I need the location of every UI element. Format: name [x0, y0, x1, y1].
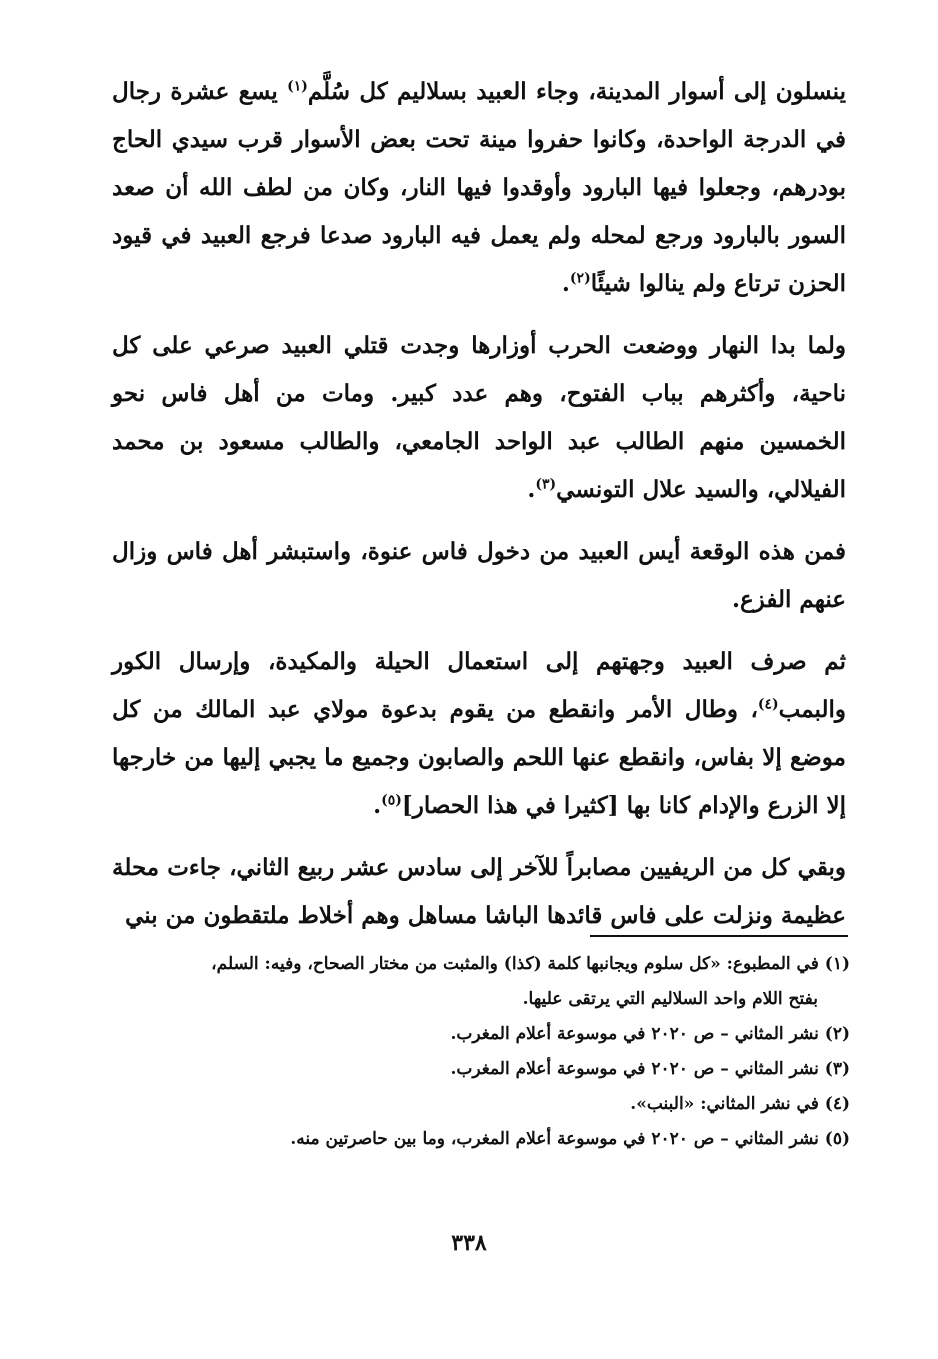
paragraph-text: . — [527, 476, 536, 503]
paragraph — [112, 528, 846, 624]
paragraph — [112, 322, 846, 514]
footnote-marker: (١) — [287, 78, 308, 95]
main-text — [112, 68, 846, 954]
paragraph-text: ينسلون إلى أسوار المدينة، وجاء العبيد بسلاليم كل سُلَّم — [307, 78, 846, 105]
paragraph — [112, 68, 846, 308]
footnote-separator — [590, 935, 848, 937]
footnote-marker: (٥) — [381, 792, 402, 809]
page-number: ٣٣٨ — [451, 1230, 487, 1256]
footnote-marker: (٣) — [535, 476, 557, 493]
paragraph-text: وبقي كل من الريفيين مصابراً للآخر إلى سادس عشر ربيع الثاني، جاءت محلة عظيمة ونزلت على فاس قائدها الباشا مساهل وهم أخلاط ملتقطون من بني — [112, 854, 846, 929]
footnote-marker: (٢) — [569, 270, 591, 287]
paragraph-text: يسع عشرة رجال في الدرجة الواحدة، وكانوا حفروا مينة تحت بعض الأسوار قرب سيدي الحاج بودرهم، وجعلوا فيها البارود وأوقدوا فيها النار، وكان من لطف الله أن صعد السور بالبارود ورجع لمحله ولم يعمل فيه البارود صدعا فرجع العبيد في قيود الحزن ترتاع ولم ينالوا شيئًا — [112, 78, 846, 297]
footnote-line: (١) في المطبوع: «كل سلوم ويجانبها كلمة (كذا) والمثبت من مختار الصحاح، وفيه: السلم، — [211, 954, 850, 974]
footnotes — [150, 947, 850, 1157]
paragraph-text: ثم صرف العبيد وجهتهم إلى استعمال الحيلة والمكيدة، وإرسال الكور والبمب — [112, 648, 846, 723]
paragraph-text: . — [561, 270, 570, 297]
footnote-line: (٢) نشر المثاني – ص ٢٠٢٠ في موسوعة أعلام المغرب. — [450, 1024, 850, 1044]
footnote-marker: (٤) — [757, 696, 779, 713]
paragraph — [112, 638, 846, 830]
footnote-line: (٤) في نشر المثاني: «البنب». — [630, 1094, 850, 1114]
footnote-line: بفتح اللام واحد السلاليم التي يرتقى عليها. — [522, 989, 818, 1009]
paragraph-text: فمن هذه الوقعة أيس العبيد من دخول فاس عنوة، واستبشر أهل فاس وزال عنهم الفزع. — [112, 538, 846, 613]
paragraph — [112, 844, 846, 940]
paragraph-text: ولما بدا النهار ووضعت الحرب أوزارها وجدت قتلي العبيد صرعي على كل ناحية، وأكثرهم بباب الفتوح، وهم عدد كبير. ومات من أهل فاس نحو الخمسين منهم الطالب عبد الواحد الجامعي، والطالب مسعود بن محمد الفيلالي، والسيد علال التونسي — [112, 332, 846, 503]
paragraph-text: ، وطال الأمر وانقطع من يقوم بدعوة مولاي عبد المالك من كل موضع إلا بفاس، وانقطع عنها اللحم والصابون وجميع ما يجبي إليها من خارجها إلا الزرع والإدام كانا بها [كثيرا في هذا الحصار] — [112, 696, 846, 819]
footnote-line: (٣) نشر المثاني – ص ٢٠٢٠ في موسوعة أعلام المغرب. — [450, 1059, 850, 1079]
footnote-line: (٥) نشر المثاني – ص ٢٠٢٠ في موسوعة أعلام المغرب، وما بين حاصرتين منه. — [290, 1129, 850, 1149]
paragraph-text: . — [373, 792, 382, 819]
